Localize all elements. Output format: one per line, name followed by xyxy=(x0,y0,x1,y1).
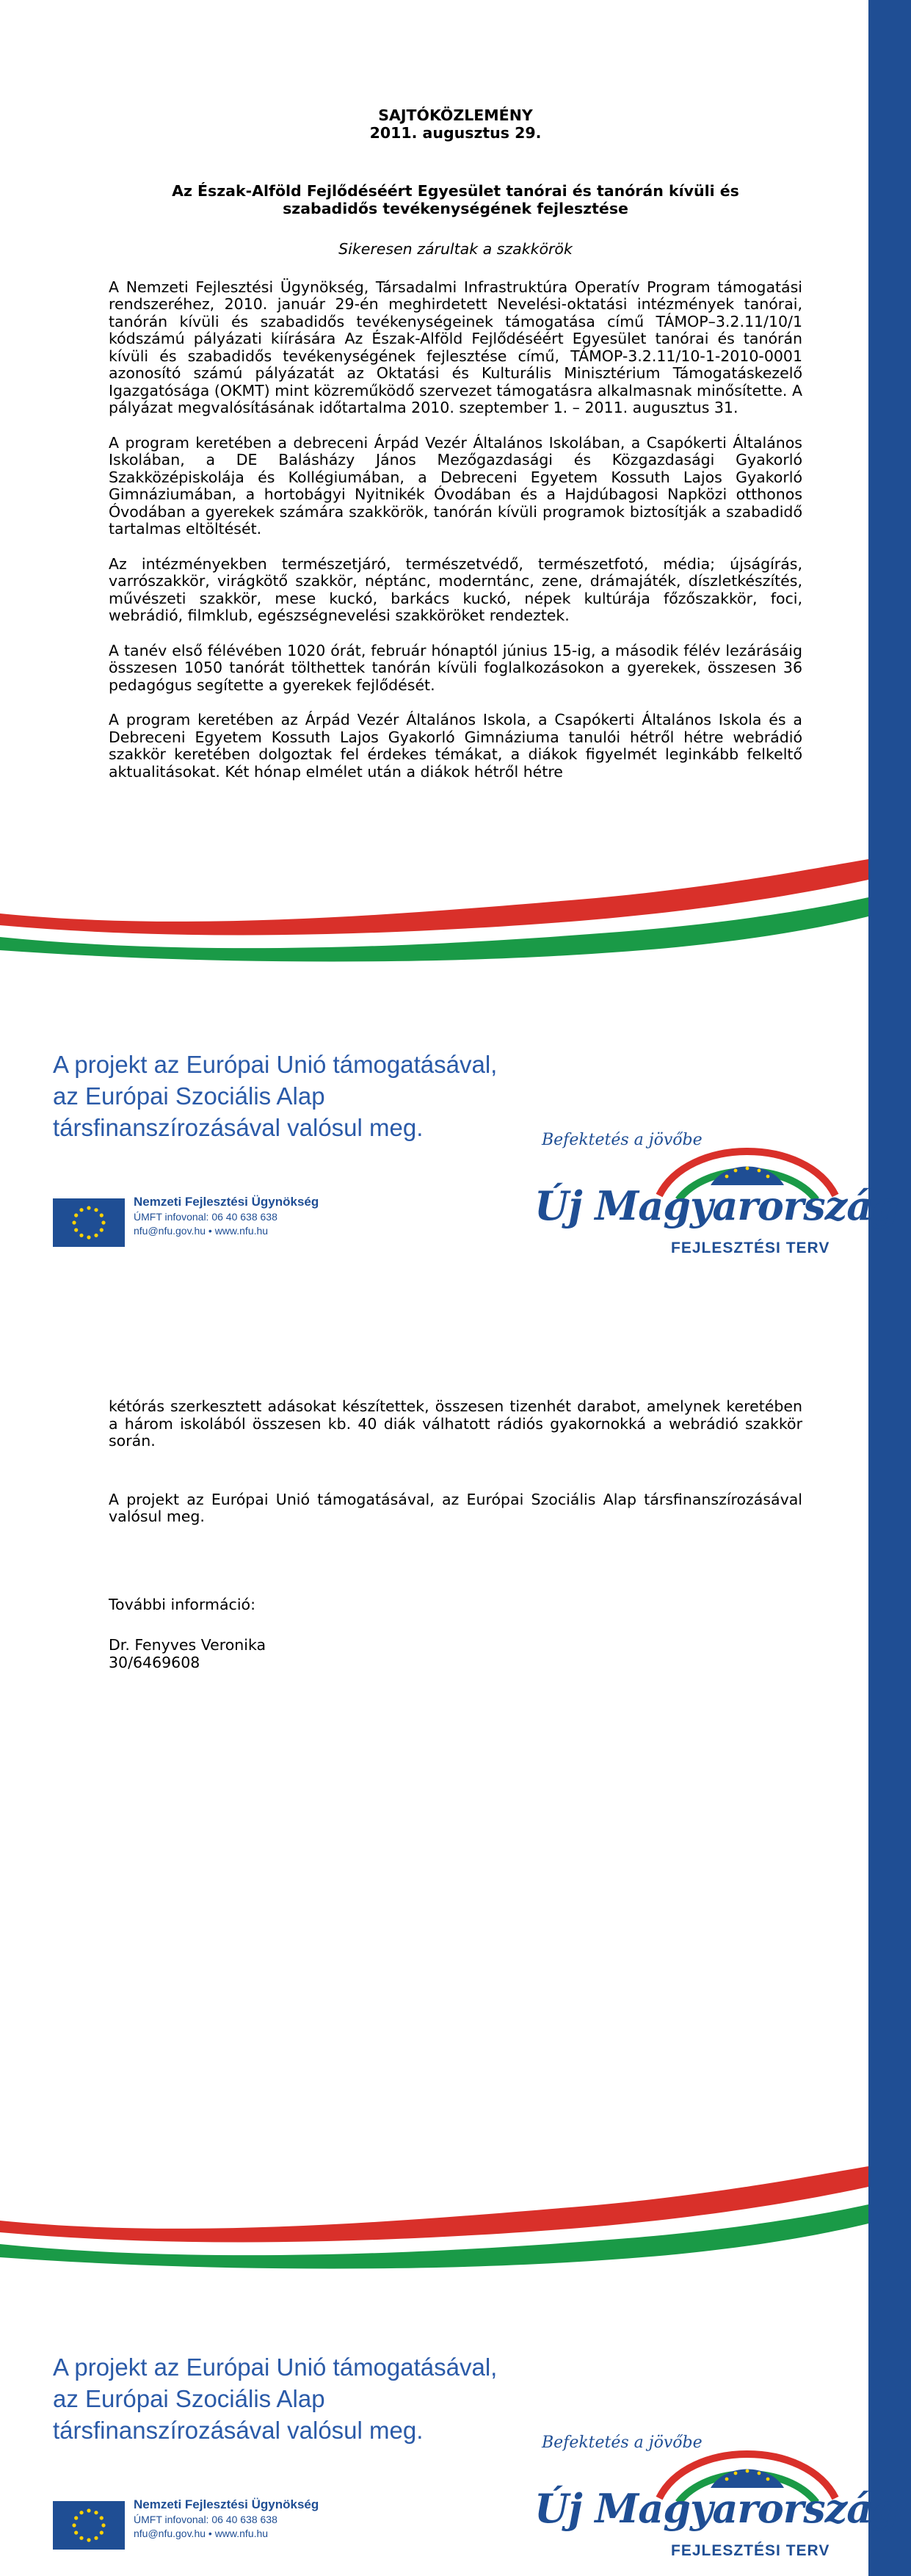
press-release-date: 2011. augusztus 29. xyxy=(369,123,542,142)
uj-magyarorszag-logo xyxy=(534,1122,899,1269)
brand-subtitle: FEJLESZTÉSI TERV xyxy=(671,1240,830,1256)
page-2-paragraph-2: A projekt az Európai Unió támogatásával, az Európai Szociális Alap társfinanszírozásával valósul meg. xyxy=(109,1490,802,1525)
agency-hotline: ÚMFT infovonal: 06 40 638 638 xyxy=(134,2514,277,2525)
slogan-line-1: A projekt az Európai Unió támogatásával, xyxy=(53,2354,498,2381)
paragraph-3: Az intézményekben természetjáró, természetvédő, természetfotó, média; újságírás, varrószakkör, virágkötő szakkör, néptánc, moderntánc, zene, drámajáték, díszletkészítés, művészeti szakkör, mese kuckó, barkács kuckó, népek kultúrája főzőszakkör, foci, webrádió, filmklub, egészségnevelési szakköröket rendeztek. xyxy=(109,554,802,624)
document-title-line-1: Az Észak-Alföld Fejlődéséért Egyesület tanórai és tanórán kívüli és xyxy=(172,182,739,200)
funding-footer xyxy=(0,1028,899,1263)
slogan-line-3: társfinanszírozásával valósul meg. xyxy=(53,2417,424,2444)
contact-name: Dr. Fenyves Veronika xyxy=(109,1636,266,1654)
brand-tagline: Befektetés a jövőbe xyxy=(542,2434,703,2452)
nfu-agency-block xyxy=(134,2497,319,2541)
funding-footer xyxy=(0,2331,899,2566)
paragraph-2: A program keretében a debreceni Árpád Vezér Általános Iskolában, a Csapókerti Általános Iskolában, a DE Balásházy János Mezőgazdasági és Közgazdasági Gyakorló Szakközépiskolája és Kollégiumában, a Debreceni Egyetem Kossuth Lajos Gyakorló Gimnáziumában, a hortobágyi Nyitnikék Óvodában és a Hajdúbagosi Napközi otthonos Óvodában a gyerekek számára szakkörök, tanórán kívüli programok biztosítják a szabadidő tartalmas eltöltését. xyxy=(109,433,802,538)
page-2-paragraph-1: kétórás szerkesztett adásokat készítettek, összesen tizenhét darabot, amelynek keretében a három iskolából összesen kb. 40 diák válhatott rádiós gyakornokká a webrádió szakkör során. xyxy=(109,1397,802,1450)
page-2 xyxy=(0,1288,899,2576)
page-1-body xyxy=(109,107,802,781)
nfu-agency-block xyxy=(134,1194,319,1238)
page-1 xyxy=(0,0,899,1288)
eu-flag-icon xyxy=(53,2501,125,2550)
brand-title: Új Magyarország xyxy=(534,2485,899,2532)
right-blue-border xyxy=(868,0,911,2576)
agency-name: Nemzeti Fejlesztési Ügynökség xyxy=(134,2497,319,2511)
uj-magyarorszag-logo xyxy=(534,2425,899,2572)
brand-title: Új Magyarország xyxy=(534,1182,899,1229)
eu-funding-slogan xyxy=(53,1049,497,1143)
eu-flag-icon xyxy=(53,1198,125,1247)
slogan-line-1: A projekt az Európai Unió támogatásával, xyxy=(53,1051,498,1078)
more-info-label: További információ: xyxy=(109,1595,255,1613)
brand-subtitle: FEJLESZTÉSI TERV xyxy=(671,2542,830,2559)
agency-name: Nemzeti Fejlesztési Ügynökség xyxy=(134,1195,319,1209)
agency-hotline: ÚMFT infovonal: 06 40 638 638 xyxy=(134,1211,277,1223)
press-release-heading: SAJTÓKÖZLEMÉNY xyxy=(378,106,533,124)
paragraph-4: A tanév első félévében 1020 órát, február hónaptól június 15-ig, a második félév lezárásáig összesen 1050 tanórát tölthettek tanórán kívüli foglalkozásokon a gyerekek, összesen 36 pedagógus segítette a gyerekek fejlődését. xyxy=(109,641,802,694)
red-green-swoosh xyxy=(0,2162,868,2272)
red-green-swoosh xyxy=(0,855,868,965)
agency-contact: nfu@nfu.gov.hu • www.nfu.hu xyxy=(134,1225,269,1237)
page-2-body xyxy=(109,1398,802,1671)
document-title xyxy=(109,183,802,217)
contact-phone: 30/6469608 xyxy=(109,1653,200,1671)
paragraph-5: A program keretében az Árpád Vezér Általános Iskola, a Csapókerti Általános Iskola és a Debreceni Egyetem Kossuth Lajos Gyakorló Gimnáziuma tanulói hétről hétre webrádió szakkör keretében dolgoztak fel érdekes témákat, a diákok figyelmét leginkább felkeltő aktualitásokat. Két hónap elmélet után a diákok hétről hétre xyxy=(109,711,802,781)
eu-funding-slogan xyxy=(53,2351,497,2446)
document-subtitle: Sikeresen zárultak a szakkörök xyxy=(338,240,573,258)
brand-tagline: Befektetés a jövőbe xyxy=(542,1131,703,1149)
document-title-line-2: szabadidős tevékenységének fejlesztése xyxy=(283,199,628,217)
slogan-line-3: társfinanszírozásával valósul meg. xyxy=(53,1114,424,1141)
paragraph-1: A Nemzeti Fejlesztési Ügynökség, Társadalmi Infrastruktúra Operatív Program támogatási rendszeréhez, 2010. január 29-én meghirdetett Nevelési-oktatási intézmények tanórai, tanórán kívüli és szabadidős tevékenységeinek támogatása című TÁMOP–3.2.11/10/1 kódszámú pályázati kiírására Az Észak-Alföld Fejlődéséért Egyesület tanórai és tanórán kívüli és szabadidős tevékenységének fejlesztése című, TÁMOP-3.2.11/10-1-2010-0001 azonosító számú pályázatát az Oktatási és Kulturális Minisztérium Támogatáskezelő Igazgatósága (OKMT) mint közreműködő szervezet támogatásra alkalmasnak minősítette. A pályázat megvalósításának időtartalma 2010. szeptember 1. – 2011. augusztus 31. xyxy=(109,278,802,416)
agency-contact: nfu@nfu.gov.hu • www.nfu.hu xyxy=(134,2528,269,2539)
slogan-line-2: az Európai Szociális Alap xyxy=(53,2385,325,2412)
slogan-line-2: az Európai Szociális Alap xyxy=(53,1082,325,1110)
